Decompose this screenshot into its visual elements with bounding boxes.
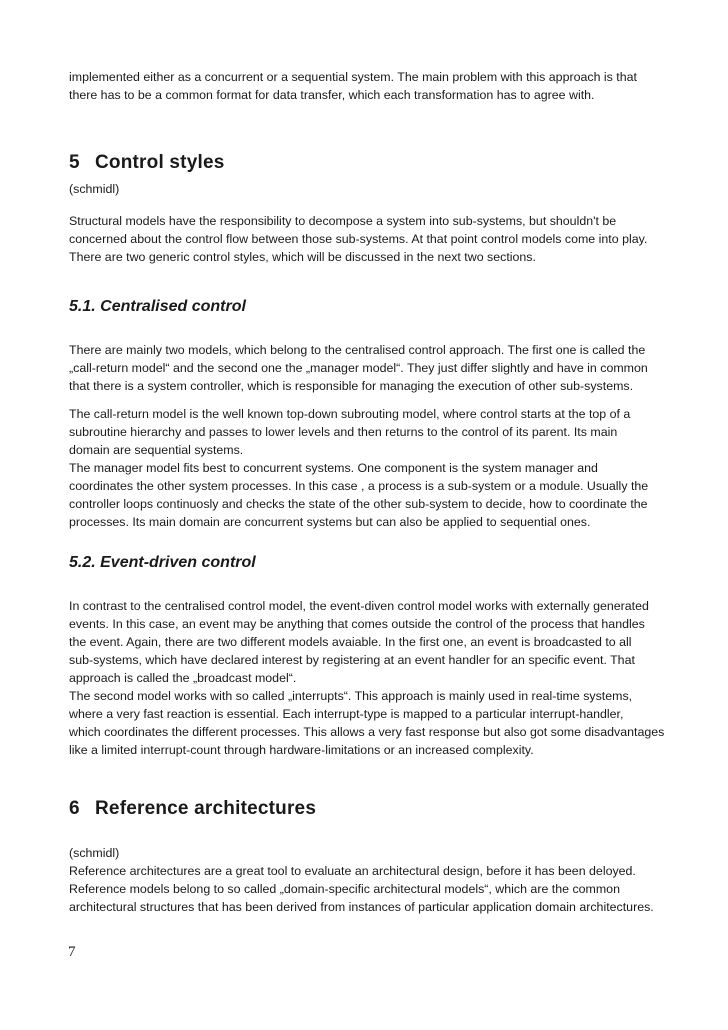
text-line: The manager model fits best to concurrent systems. One component is the system manager and [69,461,598,475]
text-line: controller loops continuosly and checks the state of the other sub-system to decide, how to coordinate the [69,497,648,511]
section-5-author: (schmidl) [69,182,120,196]
text-line: „call-return model“ and the second one the „manager model“. They just differ slightly and have in common [69,361,648,375]
text-line: subroutine hierarchy and passes to lower levels and then returns to the control of its parent. Its main [69,425,618,439]
section-6-number: 6 [69,798,80,819]
text-line: like a limited interrupt-count through hardware-limitations or an increased complexity. [69,743,534,757]
intro-paragraph [69,68,689,104]
text-line: There are two generic control styles, which will be discussed in the next two sections. [69,250,536,264]
section-5-heading [69,151,225,175]
text-line: events. In this case, an event may be anything that comes outside the control of the process that handles [69,617,645,631]
text-line: processes. Its main domain are concurrent systems but can also be applied to sequential ones. [69,515,591,529]
section-6-title: Reference architectures [95,798,317,819]
text-line: The second model works with so called „interrupts“. This approach is mainly used in real-time systems, [69,689,633,703]
text-line: Reference models belong to so called „domain-specific architectural models“, which are the common [69,882,620,896]
text-line: architectural structures that has been derived from instances of particular application domain architectures. [69,900,654,914]
text-line: where a very fast reaction is essential. Each interrupt-type is mapped to a particular interrupt-handler, [69,707,624,721]
section-5-2-paragraph [69,597,689,759]
section-5-number: 5 [69,152,80,173]
section-5-1-heading: 5.1. Centralised control [69,298,246,315]
section-5-2-heading: 5.2. Event-driven control [69,554,256,571]
page-number: 7 [68,944,76,960]
section-5-title: Control styles [95,152,225,173]
text-line: There are mainly two models, which belong to the centralised control approach. The first one is called the [69,343,646,357]
section-6-paragraph [69,844,689,916]
text-line: which coordinates the different processes. This allows a very fast response but also got some disadvantages [69,725,665,739]
text-line: that there is a system controller, which is responsible for managing the execution of other sub-systems. [69,379,634,393]
text-line: (schmidl) [69,846,120,860]
text-line: there has to be a common format for data transfer, which each transformation has to agree with. [69,88,595,102]
text-line: implemented either as a concurrent or a sequential system. The main problem with this approach is that [69,70,637,84]
text-line: concerned about the control flow between those sub-systems. At that point control models come into play. [69,232,648,246]
text-line: domain are sequential systems. [69,443,244,457]
text-line: In contrast to the centralised control model, the event-diven control model works with externally generated [69,599,649,613]
text-line: the event. Again, there are two different models avaiable. In the first one, an event is broadcasted to all [69,635,632,649]
text-line: approach is called the „broadcast model“. [69,671,297,685]
text-line: The call-return model is the well known top-down subrouting model, where control starts at the top of a [69,407,631,421]
section-6-heading [69,797,316,821]
section-5-1-paragraph-2 [69,405,689,531]
text-line: coordinates the other system processes. In this case , a process is a sub-system or a module. Usually the [69,479,649,493]
text-line: Structural models have the responsibility to decompose a system into sub-systems, but shouldn't be [69,214,617,228]
text-line: sub-systems, which have declared interest by registering at an event handler for an specific event. That [69,653,635,667]
text-line: Reference architectures are a great tool to evaluate an architectural design, before it has been deloyed. [69,864,636,878]
section-5-1-paragraph-1 [69,341,689,395]
section-5-paragraph [69,212,689,266]
